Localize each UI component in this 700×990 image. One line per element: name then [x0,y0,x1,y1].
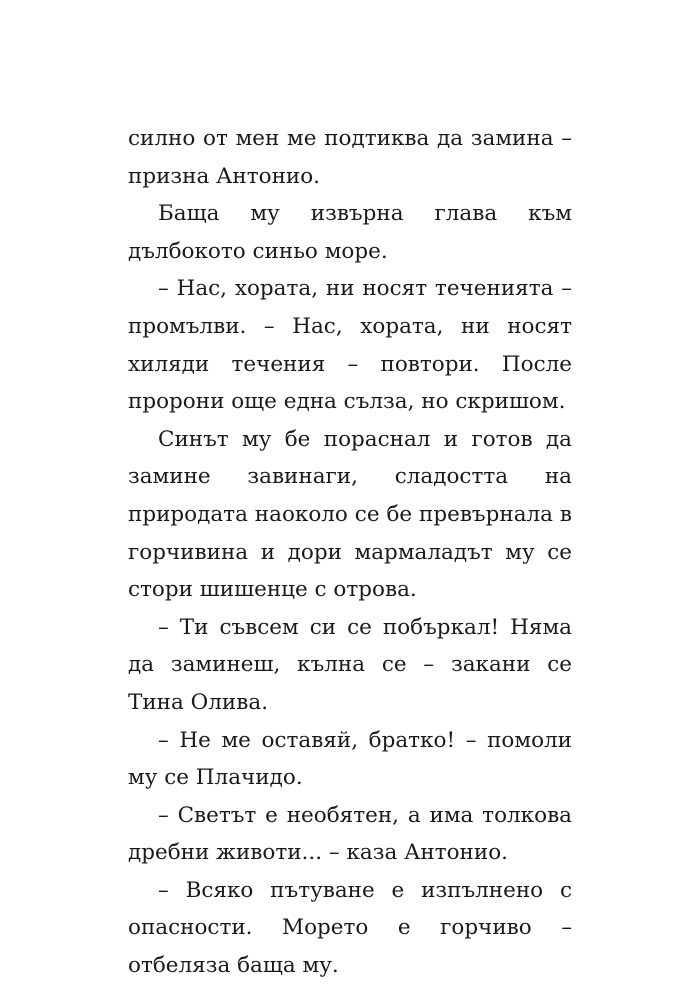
paragraph: – Ти съвсем си се побъркал! Няма да заминеш, кълна се – закани се Тина Олива. [128,614,572,715]
paragraph: – Нас, хората, ни носят теченията – промълви. – Нас, хората, ни носят хиляди течения – повтори. После пророни още една сълза, но скришом. [128,276,572,415]
paragraph: Баща му извърна глава към дълбокото синьо море. [128,201,572,264]
paragraph: – Всяко пътуване е изпълнено с опасности. Морето е горчиво – отбеляза баща му. [128,877,572,979]
paragraph: Синът му бе пораснал и готов да замине завинаги, сладостта на природата наоколо се бе превърнала в горчивина и дори мармаладът му се стори шишенце с отрова. [128,426,572,603]
paragraph-continuation: силно от мен ме подтиква да замина – призна Антонио. [128,126,572,189]
page-text [128,120,572,985]
paragraph: – Не ме оставяй, братко! – помоли му се Плачидо. [128,727,572,791]
paragraph: – Светът е необятен, а има толкова дребни животи... – каза Антонио. [128,802,572,866]
